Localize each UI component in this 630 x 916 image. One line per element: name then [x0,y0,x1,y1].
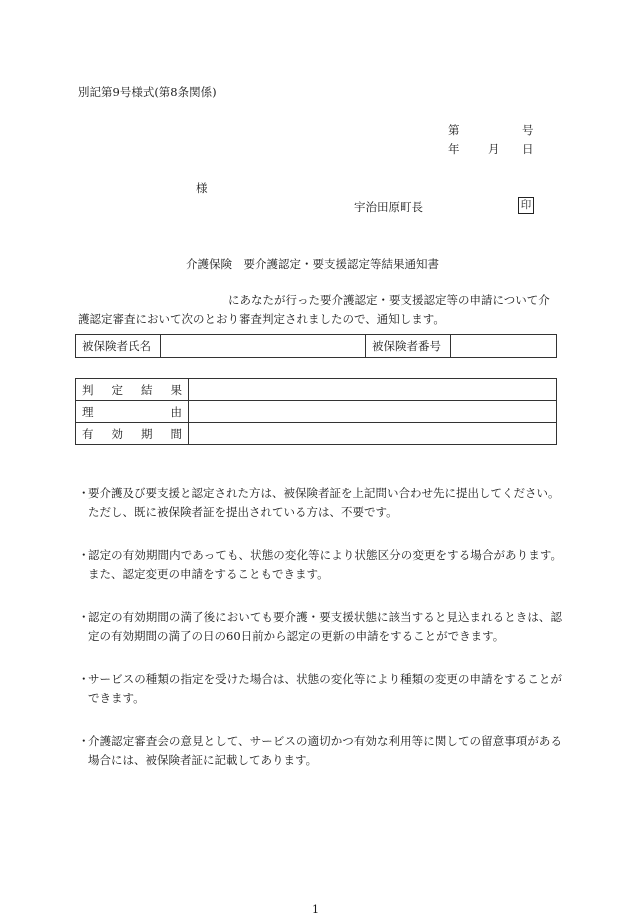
list-item [78,546,562,583]
reason-field[interactable] [189,401,557,423]
table-row [76,401,557,423]
validity-field[interactable] [189,423,557,445]
list-item [78,484,562,521]
label-spread [82,404,182,420]
addressee-suffix: 様 [196,181,208,195]
label-char: 果 [170,382,182,397]
note-text: 認定の有効期間内であっても、状態の変化等により状態区分の変更をする場合があります。また、認定変更の申請をすることもできます。 [88,548,562,581]
bullet: ・ [78,486,90,500]
issuer-name: 宇治田原町長 [354,200,423,214]
bullet: ・ [78,734,90,748]
list-item [78,608,562,645]
table-row [76,423,557,445]
insured-name-label: 被保険者氏名 [76,335,161,358]
label-char: 判 [82,382,94,397]
label-char: 期 [141,426,153,441]
date-day: 日 [522,142,534,156]
result-label [76,379,189,401]
note-text: 認定の有効期間の満了後においても要介護・要支援状態に該当すると見込まれるときは、認定の有効期間の満了の日の60日前から認定の更新の申請をすることができます。 [88,610,562,643]
form-label: 別記第9号様式(第8条関係) [78,85,217,99]
bullet: ・ [78,548,90,562]
notes-list [78,484,562,794]
validity-label [76,423,189,445]
list-item [78,670,562,707]
issue-date [448,141,538,157]
document-title: 介護保険 要介護認定・要支援認定等結果通知書 [186,257,439,271]
note-text: 要介護及び要支援と認定された方は、被保険者証を上記問い合わせ先に提出してください。 [88,486,560,500]
bullet: ・ [78,672,90,686]
seal-mark: 印 [518,197,534,214]
insured-name-field[interactable] [161,335,366,358]
label-char: 有 [82,426,94,441]
label-char: 間 [170,426,182,441]
result-field[interactable] [189,379,557,401]
intro-paragraph [78,291,558,329]
insured-number-label: 被保険者番号 [366,335,451,358]
label-char: 理 [82,404,94,419]
intro-line-1: にあなたが行った要介護認定・要支援認定等の申請について介 [228,293,550,307]
result-table [75,378,557,445]
list-item [78,732,562,769]
number-suffix: 号 [522,123,534,137]
insured-number-field[interactable] [451,335,557,358]
note-text: 介護認定審査会の意見として、サービスの適切かつ有効な利用等に関しての留意事項がある場合には、被保険者証に記載してあります。 [88,734,562,767]
table-row [76,379,557,401]
label-char: 由 [170,404,182,419]
note-text: サービスの種類の指定を受けた場合は、状態の変化等により種類の変更の申請をすることができます。 [88,672,562,705]
note-subtext: ただし、既に被保険者証を提出されている方は、不要です。 [88,504,398,519]
page-number: 1 [312,903,319,916]
date-month: 月 [488,142,500,156]
bullet: ・ [78,610,90,624]
table-row [76,335,557,358]
document-number [448,122,538,138]
label-char: 定 [111,382,123,397]
number-prefix: 第 [448,123,460,137]
reason-label [76,401,189,423]
label-char: 効 [111,426,123,441]
date-year: 年 [448,142,460,156]
label-spread [82,382,182,398]
insured-info-table [75,334,557,358]
label-char: 結 [141,382,153,397]
label-spread [82,426,182,442]
intro-line-2: 護認定審査において次のとおり審査判定されましたので、通知します。 [78,312,445,326]
